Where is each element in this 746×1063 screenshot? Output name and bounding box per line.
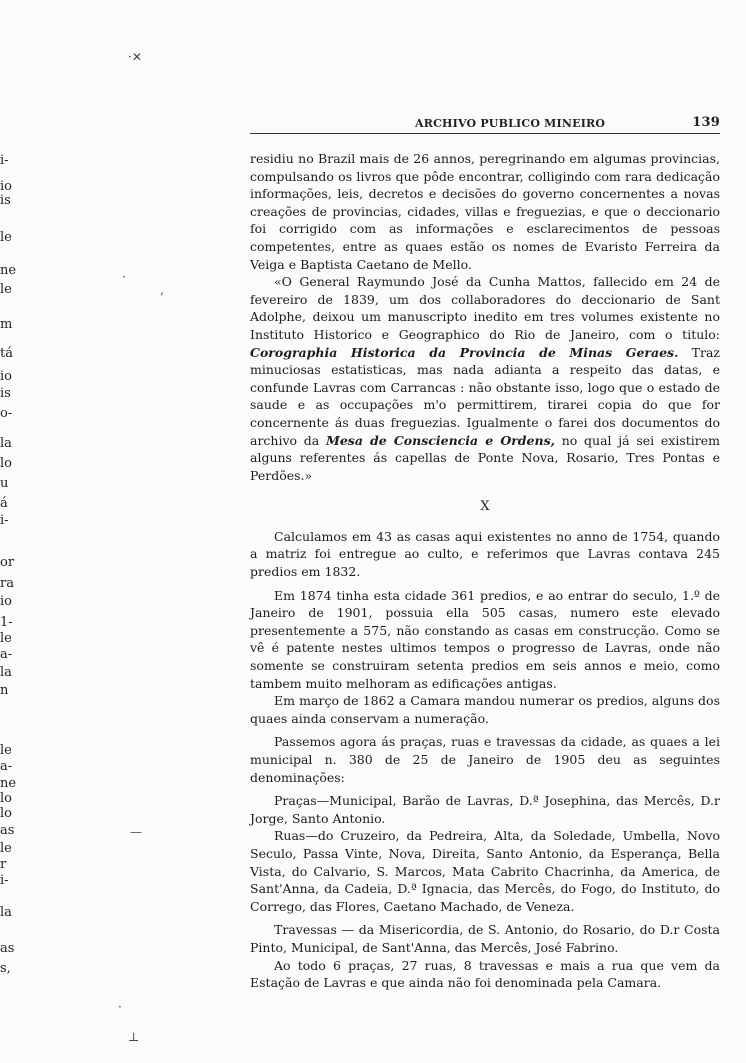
- margin-fragment: a-: [0, 647, 13, 662]
- margin-fragment: lo: [0, 806, 12, 821]
- text-run: «O General Raymundo José da Cunha Mattos, fallecido em 24 de fevereiro de 1839, um dos collaboradores do deccionario de Sant Adolphe, deixou um manuscripto inedito em tres volumes existente no Instituto Historico e Geographico do Rio de Janeiro, com o titulo:: [250, 274, 720, 342]
- margin-fragment: tá: [0, 346, 13, 361]
- print-speck: ‚: [160, 283, 164, 297]
- book-title: Corographia Historica da Provincia de Minas Geraes.: [250, 344, 679, 360]
- margin-fragment: le: [0, 743, 12, 758]
- margin-fragment: io: [0, 594, 12, 609]
- header-rule: [250, 133, 720, 134]
- margin-fragment: io: [0, 179, 12, 194]
- page-number: 139: [692, 115, 720, 130]
- margin-fragment: i-: [0, 153, 9, 168]
- margin-fragment: la: [0, 905, 12, 920]
- print-speck: —: [130, 825, 142, 839]
- running-header: [250, 117, 720, 133]
- margin-fragment: io: [0, 369, 12, 384]
- running-title: ARCHIVO PUBLICO MINEIRO: [415, 117, 606, 130]
- margin-fragment: lo: [0, 791, 12, 806]
- margin-fragment: lo: [0, 456, 12, 471]
- margin-fragment: le: [0, 230, 12, 245]
- margin-fragment: is: [0, 193, 11, 208]
- text-run: Traz minuciosas estatisticas, mas nada adianta a respeito das datas, e confunde Lavras com Carrancas : não obstante isso, logo que o estado de saude e as occupações m'o permittirem, tirarei copia do que for concernente ás duas freguezias. Igualmente o farei dos documentos do archivo da: [250, 344, 720, 448]
- margin-fragment: á: [0, 496, 8, 511]
- margin-fragment: o-: [0, 406, 13, 421]
- paragraph: Em março de 1862 a Camara mandou numerar os predios, alguns dos quaes ainda conservam a numeração.: [250, 693, 720, 726]
- paragraph: Ruas—do Cruzeiro, da Pedreira, Alta, da Soledade, Umbella, Novo Seculo, Passa Vinte, Nova, Direita, Santo Antonio, da Esperança, Bella Vista, do Calvario, S. Marcos, Mata Cabrito Chacrinha, da America, de Sant'Anna, da Cadeia, D.ª Ignacia, das Mercês, do Fogo, do Instituto, do Corrego, das Flores, Caetano Machado, de Veneza.: [250, 828, 720, 914]
- margin-fragment: r: [0, 857, 7, 872]
- print-speck: ·: [122, 270, 126, 284]
- margin-fragment: la: [0, 665, 12, 680]
- margin-fragment: le: [0, 841, 12, 856]
- margin-fragment: i-: [0, 873, 9, 888]
- margin-fragment: as: [0, 823, 15, 838]
- margin-fragment: or: [0, 555, 15, 570]
- margin-fragment: ne: [0, 263, 17, 278]
- paragraph: Ao todo 6 praças, 27 ruas, 8 travessas e mais a rua que vem da Estação de Lavras e que ainda não foi denominada pela Camara.: [250, 957, 720, 991]
- print-speck: ·: [118, 1000, 122, 1014]
- margin-fragment: la: [0, 436, 12, 451]
- paragraph: Calculamos em 43 as casas aqui existentes no anno de 1754, quando a matriz foi entregue ao culto, e referimos que Lavras contava 245 predios em 1832.: [250, 528, 720, 580]
- margin-fragment: 1-: [0, 615, 13, 630]
- paragraph: Travessas — da Misericordia, de S. Antonio, do Rosario, do D.r Costa Pinto, Municipal, de Sant'Anna, das Mercês, José Fabrino.: [250, 922, 720, 955]
- margin-fragment: ne: [0, 776, 17, 791]
- margin-fragment: i-: [0, 513, 9, 528]
- paragraph: [250, 273, 720, 484]
- margin-fragment: as: [0, 941, 15, 956]
- main-text: [250, 150, 720, 992]
- margin-fragment: n: [0, 683, 9, 698]
- margin-fragment: le: [0, 282, 12, 297]
- margin-fragment: s,: [0, 961, 11, 976]
- margin-fragment: u: [0, 476, 9, 491]
- paragraph: Em 1874 tinha esta cidade 361 predios, e ao entrar do seculo, 1.º de Janeiro de 1901, possuia ella 505 casas, numero este elevado presentemente a 575, não constando as casas em construcção. Como se vê é patente nestes ultimos tempos o progresso de Lavras, onde não somente se construiram setenta predios em seis annos e meio, como tambem muito melhoram as edificações antigas.: [250, 587, 720, 691]
- paragraph: Praças—Municipal, Barão de Lavras, D.ª Josephina, das Mercês, D.r Jorge, Santo Antonio.: [250, 793, 720, 826]
- print-speck: ⊥: [128, 1030, 140, 1044]
- margin-fragment: is: [0, 386, 11, 401]
- margin-fragment: ra: [0, 576, 14, 591]
- paragraph: residiu no Brazil mais de 26 annos, peregrinando em algumas provincias, compulsando os livros que pôde encontrar, colligindo com rara dedicação informações, leis, decretos e decisões do governo concernentes a novas creações de provincias, cidades, villas e freguezias, e que o deccionario foi corrigido com as informações e esclarecimentos de pessoas competentes, entre as quaes estão os nomes de Evaristo Ferreira da Veiga e Baptista Caetano de Mello.: [250, 151, 720, 272]
- margin-fragment: le: [0, 631, 12, 646]
- margin-fragment: a-: [0, 759, 13, 774]
- archive-name: Mesa de Consciencia e Ordens,: [326, 432, 555, 448]
- paragraph: Passemos agora ás praças, ruas e travessas da cidade, as quaes a lei municipal n. 380 de 25 de Janeiro de 1905 deu as seguintes denominações:: [250, 734, 720, 785]
- print-speck: ·✕: [128, 50, 142, 64]
- margin-fragment: m: [0, 317, 13, 332]
- text-run: no qual já sei existirem alguns referentes ás capellas de Ponte Nova, Rosario, Tres Pontas e Perdões.»: [250, 432, 720, 483]
- section-heading: X: [480, 499, 490, 515]
